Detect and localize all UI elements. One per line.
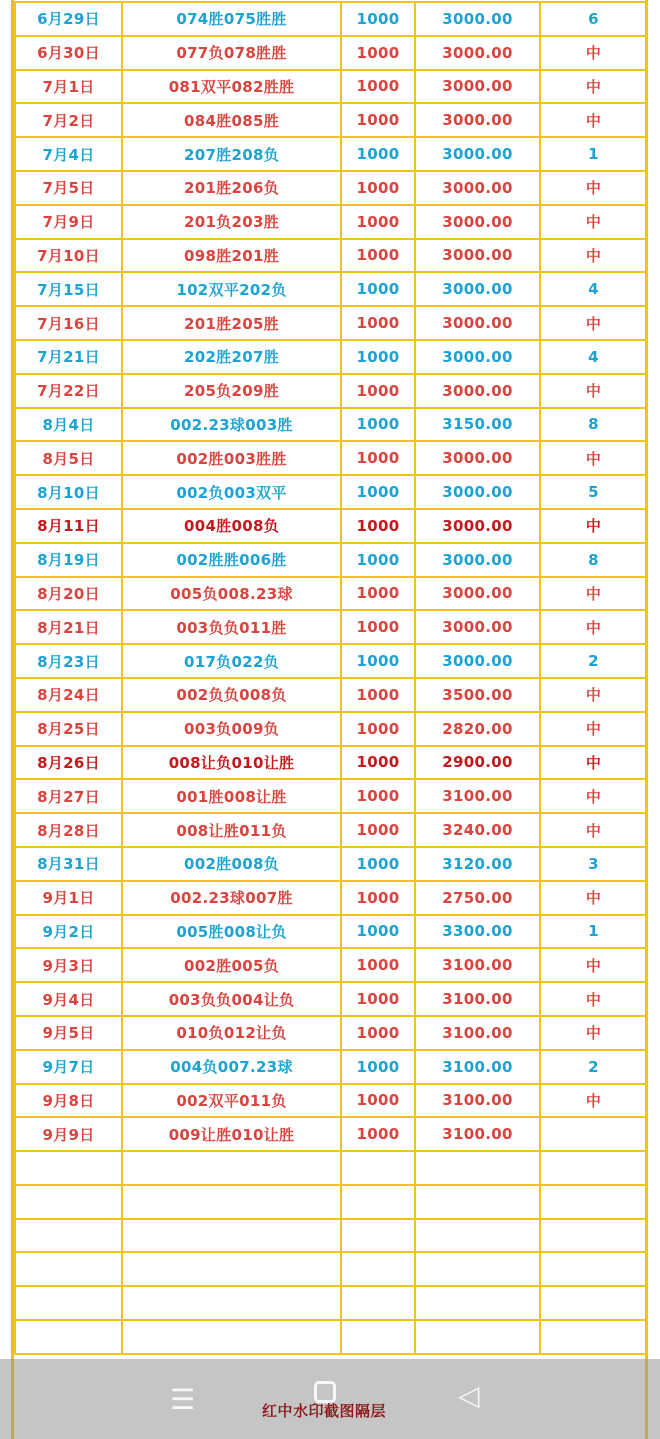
payout-cell[interactable]: 3000.00: [415, 36, 540, 70]
payout-cell[interactable]: 3240.00: [415, 813, 540, 847]
result-cell[interactable]: 中: [540, 982, 647, 1016]
payout-cell[interactable]: 3000.00: [415, 644, 540, 678]
date-cell[interactable]: 9月4日: [15, 982, 122, 1016]
result-cell[interactable]: 2: [540, 644, 647, 678]
watermark-text: 红中水印截图隔层: [262, 1402, 387, 1420]
pick-cell[interactable]: 005胜008让负: [122, 915, 341, 949]
date-cell[interactable]: 8月26日: [15, 746, 122, 780]
result-cell[interactable]: [540, 1185, 647, 1219]
result-cell[interactable]: 中: [540, 779, 647, 813]
date-cell[interactable]: 8月24日: [15, 678, 122, 712]
stake-cell[interactable]: 1000: [341, 2, 415, 36]
table-row: [15, 340, 647, 374]
date-cell[interactable]: 7月2日: [15, 103, 122, 137]
table-row: [15, 644, 647, 678]
table-row: [15, 1320, 647, 1354]
table-row: [15, 610, 647, 644]
stake-cell[interactable]: 1000: [341, 712, 415, 746]
date-cell[interactable]: 9月5日: [15, 1016, 122, 1050]
payout-cell[interactable]: 3000.00: [415, 70, 540, 104]
date-cell[interactable]: 9月1日: [15, 881, 122, 915]
payout-cell[interactable]: 3100.00: [415, 948, 540, 982]
pick-cell[interactable]: [122, 1185, 341, 1219]
table-row: [15, 712, 647, 746]
payout-cell[interactable]: 3000.00: [415, 205, 540, 239]
payout-cell[interactable]: 2820.00: [415, 712, 540, 746]
payout-cell[interactable]: 3000.00: [415, 272, 540, 306]
pick-cell[interactable]: 008让胜011负: [122, 813, 341, 847]
table-row: [15, 374, 647, 408]
payout-cell[interactable]: [415, 1185, 540, 1219]
stake-cell[interactable]: 1000: [341, 340, 415, 374]
result-cell[interactable]: 4: [540, 272, 647, 306]
payout-cell[interactable]: 3000.00: [415, 171, 540, 205]
date-cell[interactable]: 8月21日: [15, 610, 122, 644]
payout-cell[interactable]: 3100.00: [415, 982, 540, 1016]
system-navigation-bar: [0, 1359, 660, 1439]
table-row: [15, 1185, 647, 1219]
date-cell[interactable]: 8月10日: [15, 475, 122, 509]
result-cell[interactable]: [540, 1219, 647, 1253]
payout-cell[interactable]: 3120.00: [415, 847, 540, 881]
result-cell[interactable]: 中: [540, 948, 647, 982]
pick-cell[interactable]: [122, 1286, 341, 1320]
pick-cell[interactable]: 002负负008负: [122, 678, 341, 712]
stake-cell[interactable]: [341, 1151, 415, 1185]
date-cell[interactable]: 6月30日: [15, 36, 122, 70]
payout-cell[interactable]: [415, 1286, 540, 1320]
stake-cell[interactable]: 1000: [341, 509, 415, 543]
pick-cell[interactable]: 001胜008让胜: [122, 779, 341, 813]
date-cell[interactable]: 9月7日: [15, 1050, 122, 1084]
pick-cell[interactable]: 002胜胜006胜: [122, 543, 341, 577]
pick-cell[interactable]: 081双平082胜胜: [122, 70, 341, 104]
result-cell[interactable]: 中: [540, 36, 647, 70]
stake-cell[interactable]: 1000: [341, 847, 415, 881]
date-cell[interactable]: 7月4日: [15, 137, 122, 171]
stake-cell[interactable]: 1000: [341, 1084, 415, 1118]
stake-cell[interactable]: 1000: [341, 171, 415, 205]
stake-cell[interactable]: 1000: [341, 678, 415, 712]
table-row: [15, 881, 647, 915]
stake-cell[interactable]: 1000: [341, 1016, 415, 1050]
result-cell[interactable]: [540, 1151, 647, 1185]
payout-cell[interactable]: 3000.00: [415, 137, 540, 171]
table-row: [15, 1151, 647, 1185]
table-row: [15, 1084, 647, 1118]
date-cell[interactable]: [15, 1151, 122, 1185]
stake-cell[interactable]: 1000: [341, 1050, 415, 1084]
result-cell[interactable]: 中: [540, 813, 647, 847]
stake-cell[interactable]: 1000: [341, 239, 415, 273]
table-row: [15, 1219, 647, 1253]
result-cell[interactable]: 8: [540, 543, 647, 577]
table-row: [15, 441, 647, 475]
result-cell[interactable]: 1: [540, 137, 647, 171]
pick-cell[interactable]: 201胜206负: [122, 171, 341, 205]
table-row: [15, 1286, 647, 1320]
stake-cell[interactable]: 1000: [341, 103, 415, 137]
stake-cell[interactable]: [341, 1219, 415, 1253]
payout-cell[interactable]: 3000.00: [415, 374, 540, 408]
result-cell[interactable]: 4: [540, 340, 647, 374]
stake-cell[interactable]: 1000: [341, 915, 415, 949]
table-row: [15, 239, 647, 273]
result-cell[interactable]: 中: [540, 712, 647, 746]
date-cell[interactable]: [15, 1185, 122, 1219]
stake-cell[interactable]: 1000: [341, 577, 415, 611]
date-cell[interactable]: [15, 1286, 122, 1320]
result-cell[interactable]: 3: [540, 847, 647, 881]
payout-cell[interactable]: 3100.00: [415, 1084, 540, 1118]
payout-cell[interactable]: 3000.00: [415, 475, 540, 509]
pick-cell[interactable]: 003负009负: [122, 712, 341, 746]
betting-record-table: [14, 1, 648, 1355]
pick-cell[interactable]: 002.23球003胜: [122, 408, 341, 442]
date-cell[interactable]: 8月19日: [15, 543, 122, 577]
stake-cell[interactable]: [341, 1185, 415, 1219]
pick-cell[interactable]: 002双平011负: [122, 1084, 341, 1118]
date-cell[interactable]: 9月8日: [15, 1084, 122, 1118]
table-row: [15, 847, 647, 881]
pick-cell[interactable]: 002胜003胜胜: [122, 441, 341, 475]
pick-cell[interactable]: 004胜008负: [122, 509, 341, 543]
table-row: [15, 1016, 647, 1050]
result-cell[interactable]: 中: [540, 306, 647, 340]
pick-cell[interactable]: [122, 1252, 341, 1286]
stake-cell[interactable]: 1000: [341, 374, 415, 408]
result-cell[interactable]: [540, 1320, 647, 1354]
date-cell[interactable]: 7月9日: [15, 205, 122, 239]
date-cell[interactable]: 8月20日: [15, 577, 122, 611]
pick-cell[interactable]: 201胜205胜: [122, 306, 341, 340]
payout-cell[interactable]: 3150.00: [415, 408, 540, 442]
payout-cell[interactable]: [415, 1219, 540, 1253]
table-row: [15, 678, 647, 712]
pick-cell[interactable]: 002负003双平: [122, 475, 341, 509]
stake-cell[interactable]: 1000: [341, 813, 415, 847]
result-cell[interactable]: 中: [540, 746, 647, 780]
pick-cell[interactable]: 008让负010让胜: [122, 746, 341, 780]
pick-cell[interactable]: 003负负011胜: [122, 610, 341, 644]
payout-cell[interactable]: [415, 1151, 540, 1185]
table-row: [15, 205, 647, 239]
menu-icon[interactable]: ☰: [170, 1383, 196, 1416]
result-cell[interactable]: 1: [540, 915, 647, 949]
table-row: [15, 746, 647, 780]
date-cell[interactable]: 9月9日: [15, 1117, 122, 1151]
table-row: [15, 948, 647, 982]
stake-cell[interactable]: 1000: [341, 205, 415, 239]
payout-cell[interactable]: 3000.00: [415, 239, 540, 273]
pick-cell[interactable]: 207胜208负: [122, 137, 341, 171]
date-cell[interactable]: 8月4日: [15, 408, 122, 442]
stake-cell[interactable]: [341, 1320, 415, 1354]
payout-cell[interactable]: 3100.00: [415, 1117, 540, 1151]
result-cell[interactable]: [540, 1252, 647, 1286]
result-cell[interactable]: 8: [540, 408, 647, 442]
date-cell[interactable]: 8月31日: [15, 847, 122, 881]
date-cell[interactable]: [15, 1320, 122, 1354]
payout-cell[interactable]: [415, 1252, 540, 1286]
result-cell[interactable]: 5: [540, 475, 647, 509]
date-cell[interactable]: 7月22日: [15, 374, 122, 408]
date-cell[interactable]: 8月23日: [15, 644, 122, 678]
date-cell[interactable]: 7月15日: [15, 272, 122, 306]
back-icon[interactable]: ◁: [458, 1379, 480, 1412]
result-cell[interactable]: [540, 1117, 647, 1151]
result-cell[interactable]: 中: [540, 205, 647, 239]
pick-cell[interactable]: 010负012让负: [122, 1016, 341, 1050]
stake-cell[interactable]: 1000: [341, 70, 415, 104]
payout-cell[interactable]: 3000.00: [415, 306, 540, 340]
table-row: [15, 475, 647, 509]
date-cell[interactable]: 8月27日: [15, 779, 122, 813]
date-cell[interactable]: 7月1日: [15, 70, 122, 104]
stake-cell[interactable]: 1000: [341, 982, 415, 1016]
payout-cell[interactable]: 3000.00: [415, 340, 540, 374]
result-cell[interactable]: 6: [540, 2, 647, 36]
table-row: [15, 1252, 647, 1286]
stake-cell[interactable]: 1000: [341, 408, 415, 442]
table-row: [15, 306, 647, 340]
result-cell[interactable]: 中: [540, 610, 647, 644]
table-row: [15, 272, 647, 306]
table-row: [15, 577, 647, 611]
payout-cell[interactable]: 3000.00: [415, 543, 540, 577]
result-cell[interactable]: 中: [540, 239, 647, 273]
table-row: [15, 1050, 647, 1084]
result-cell[interactable]: [540, 1286, 647, 1320]
date-cell[interactable]: 7月21日: [15, 340, 122, 374]
pick-cell[interactable]: 002胜005负: [122, 948, 341, 982]
payout-cell[interactable]: 3000.00: [415, 2, 540, 36]
pick-cell[interactable]: 201负203胜: [122, 205, 341, 239]
stake-cell[interactable]: 1000: [341, 881, 415, 915]
pick-cell[interactable]: 004负007.23球: [122, 1050, 341, 1084]
date-cell[interactable]: [15, 1252, 122, 1286]
stake-cell[interactable]: 1000: [341, 948, 415, 982]
date-cell[interactable]: 8月28日: [15, 813, 122, 847]
payout-cell[interactable]: 3100.00: [415, 779, 540, 813]
pick-cell[interactable]: [122, 1219, 341, 1253]
pick-cell[interactable]: 017负022负: [122, 644, 341, 678]
pick-cell[interactable]: [122, 1320, 341, 1354]
payout-cell[interactable]: 3000.00: [415, 610, 540, 644]
stake-cell[interactable]: 1000: [341, 441, 415, 475]
table-row: [15, 779, 647, 813]
payout-cell[interactable]: 3100.00: [415, 1050, 540, 1084]
result-cell[interactable]: 中: [540, 678, 647, 712]
stake-cell[interactable]: [341, 1252, 415, 1286]
result-cell[interactable]: 中: [540, 441, 647, 475]
date-cell[interactable]: 7月16日: [15, 306, 122, 340]
result-cell[interactable]: 中: [540, 70, 647, 104]
payout-cell[interactable]: 2900.00: [415, 746, 540, 780]
payout-cell[interactable]: [415, 1320, 540, 1354]
pick-cell[interactable]: 009让胜010让胜: [122, 1117, 341, 1151]
stake-cell[interactable]: 1000: [341, 1117, 415, 1151]
pick-cell[interactable]: 002胜008负: [122, 847, 341, 881]
stake-cell[interactable]: 1000: [341, 610, 415, 644]
stake-cell[interactable]: [341, 1286, 415, 1320]
result-cell[interactable]: 中: [540, 577, 647, 611]
date-cell[interactable]: 8月5日: [15, 441, 122, 475]
table-row: [15, 2, 647, 36]
pick-cell[interactable]: [122, 1151, 341, 1185]
payout-cell[interactable]: 3000.00: [415, 577, 540, 611]
table-body: [15, 2, 647, 1354]
date-cell[interactable]: 9月3日: [15, 948, 122, 982]
table-row: [15, 70, 647, 104]
result-cell[interactable]: 中: [540, 1016, 647, 1050]
table-row: [15, 36, 647, 70]
table-row: [15, 137, 647, 171]
pick-cell[interactable]: 002.23球007胜: [122, 881, 341, 915]
date-cell[interactable]: 7月10日: [15, 239, 122, 273]
date-cell[interactable]: 8月25日: [15, 712, 122, 746]
pick-cell[interactable]: 077负078胜胜: [122, 36, 341, 70]
date-cell[interactable]: 7月5日: [15, 171, 122, 205]
result-cell[interactable]: 2: [540, 1050, 647, 1084]
payout-cell[interactable]: 3100.00: [415, 1016, 540, 1050]
table-row: [15, 813, 647, 847]
payout-cell[interactable]: 3000.00: [415, 509, 540, 543]
pick-cell[interactable]: 084胜085胜: [122, 103, 341, 137]
stake-cell[interactable]: 1000: [341, 475, 415, 509]
table-row: [15, 103, 647, 137]
stake-cell[interactable]: 1000: [341, 36, 415, 70]
pick-cell[interactable]: 005负008.23球: [122, 577, 341, 611]
payout-cell[interactable]: 3000.00: [415, 103, 540, 137]
payout-cell[interactable]: 3000.00: [415, 441, 540, 475]
stake-cell[interactable]: 1000: [341, 746, 415, 780]
table-row: [15, 915, 647, 949]
pick-cell[interactable]: 102双平202负: [122, 272, 341, 306]
payout-cell[interactable]: 3300.00: [415, 915, 540, 949]
table-row: [15, 408, 647, 442]
result-cell[interactable]: 中: [540, 171, 647, 205]
payout-cell[interactable]: 2750.00: [415, 881, 540, 915]
pick-cell[interactable]: 003负负004让负: [122, 982, 341, 1016]
date-cell[interactable]: 9月2日: [15, 915, 122, 949]
table-row: [15, 982, 647, 1016]
table-row: [15, 1117, 647, 1151]
stake-cell[interactable]: 1000: [341, 306, 415, 340]
date-cell[interactable]: 6月29日: [15, 2, 122, 36]
table-row: [15, 171, 647, 205]
result-cell[interactable]: 中: [540, 1084, 647, 1118]
stake-cell[interactable]: 1000: [341, 272, 415, 306]
stake-cell[interactable]: 1000: [341, 779, 415, 813]
pick-cell[interactable]: 202胜207胜: [122, 340, 341, 374]
result-cell[interactable]: 中: [540, 881, 647, 915]
pick-cell[interactable]: 205负209胜: [122, 374, 341, 408]
pick-cell[interactable]: 098胜201胜: [122, 239, 341, 273]
pick-cell[interactable]: 074胜075胜胜: [122, 2, 341, 36]
date-cell[interactable]: [15, 1219, 122, 1253]
result-cell[interactable]: 中: [540, 509, 647, 543]
result-cell[interactable]: 中: [540, 374, 647, 408]
payout-cell[interactable]: 3500.00: [415, 678, 540, 712]
date-cell[interactable]: 8月11日: [15, 509, 122, 543]
stake-cell[interactable]: 1000: [341, 137, 415, 171]
table-row: [15, 509, 647, 543]
stake-cell[interactable]: 1000: [341, 543, 415, 577]
result-cell[interactable]: 中: [540, 103, 647, 137]
table-row: [15, 543, 647, 577]
stake-cell[interactable]: 1000: [341, 644, 415, 678]
